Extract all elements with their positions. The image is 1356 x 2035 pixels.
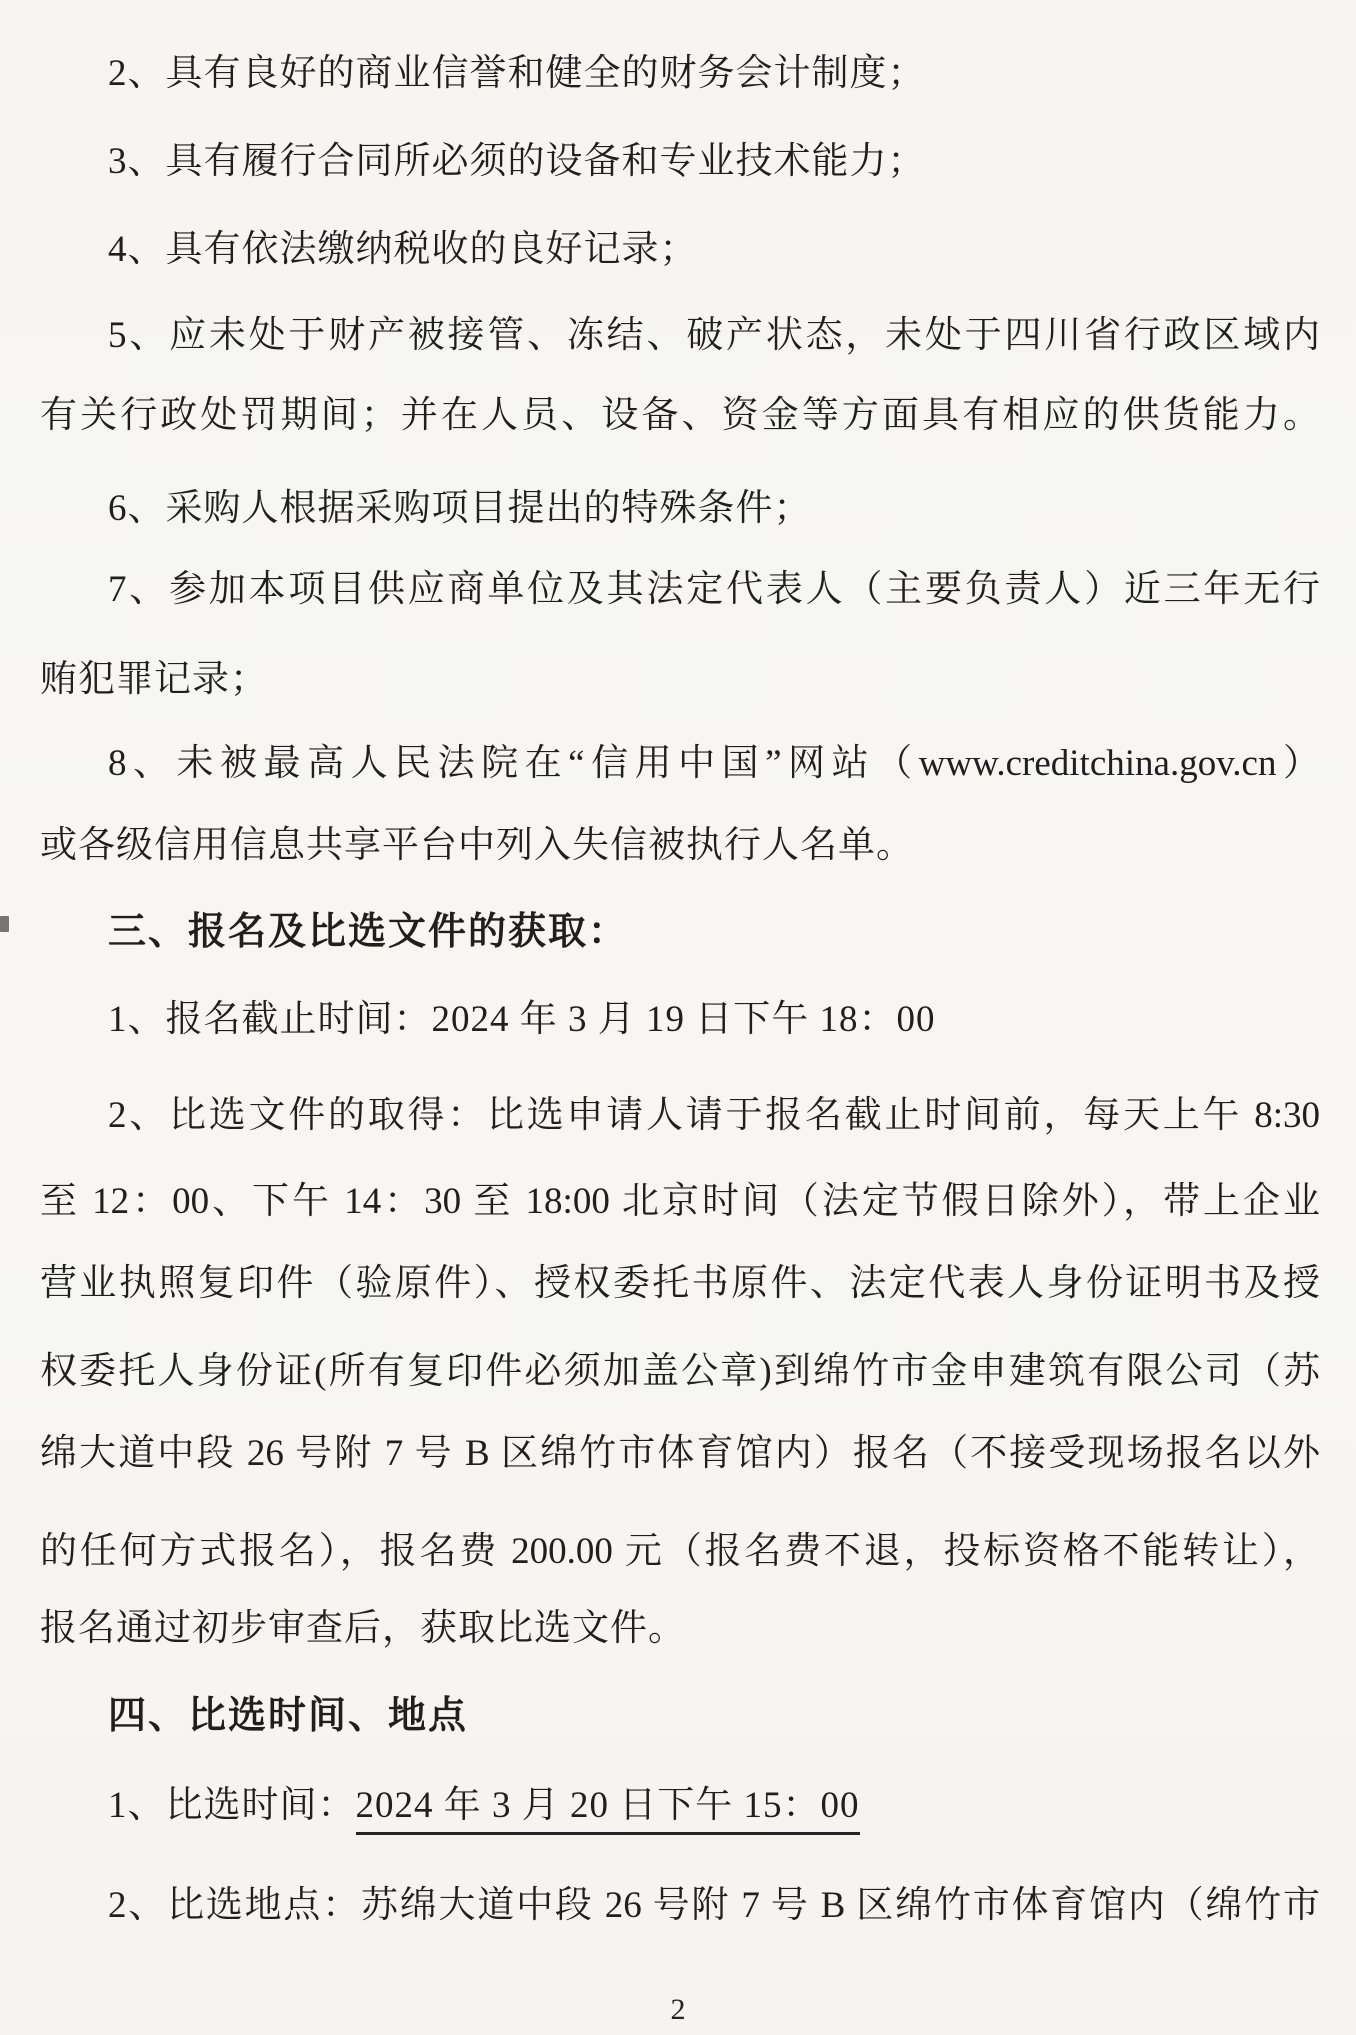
section-3-item-2-line-3: 营业执照复印件（验原件）、授权委托书原件、法定代表人身份证明书及授 [40,1263,1320,1304]
clause-8-line-2: 或各级信用信息共享平台中列入失信被执行人名单。 [40,825,914,866]
clause-6: 6、采购人根据采购项目提出的特殊条件； [108,488,812,529]
section-4-item-1 [40,1782,1320,1830]
clause-5-line-1: 5、应未处于财产被接管、冻结、破产状态，未处于四川省行政区域内 [108,315,1320,356]
page-number: 2 [670,1993,686,2026]
section-3-item-2-line-5: 绵大道中段 26 号附 7 号 B 区绵竹市体育馆内）报名（不接受现场报名以外 [40,1433,1320,1474]
section-3-item-2-line-6: 的任何方式报名），报名费 200.00 元（报名费不退，投标资格不能转让）， [40,1531,1320,1572]
section-3-item-2-line-7: 报名通过初步审查后，获取比选文件。 [40,1608,686,1649]
clause-2: 2、具有良好的商业信誉和健全的财务会计制度； [108,53,926,94]
clause-4: 4、具有依法缴纳税收的良好记录； [108,229,698,270]
comparison-time-underlined: 2024 年 3 月 20 日下午 15：00 [356,1785,860,1835]
section-4-item-2: 2、比选地点：苏绵大道中段 26 号附 7 号 B 区绵竹市体育馆内（绵竹市 [108,1885,1320,1926]
clause-3: 3、具有履行合同所必须的设备和专业技术能力； [108,141,926,182]
scan-artifact [0,916,9,932]
section-4-item-1-label: 1、比选时间： [108,1785,356,1826]
section-3-item-2-line-4: 权委托人身份证(所有复印件必须加盖公章)到绵竹市金申建筑有限公司（苏 [40,1351,1320,1392]
clause-7-line-1: 7、参加本项目供应商单位及其法定代表人（主要负责人）近三年无行 [108,569,1320,610]
section-3-heading: 三、报名及比选文件的获取： [108,911,629,953]
clause-7-line-2: 贿犯罪记录； [40,659,268,700]
section-3-item-1: 1、报名截止时间：2024 年 3 月 19 日下午 18：00 [108,999,936,1040]
clause-8-line-1: 8、未被最高人民法院在“信用中国”网站（www.creditchina.gov.cn） [108,743,1320,784]
section-3-item-2-line-2: 至 12：00、下午 14：30 至 18:00 北京时间（法定节假日除外），带上企业 [40,1181,1320,1222]
clause-5-line-2: 有关行政处罚期间；并在人员、设备、资金等方面具有相应的供货能力。 [40,395,1320,436]
section-4-heading: 四、比选时间、地点 [108,1695,469,1737]
section-3-item-2-line-1: 2、比选文件的取得：比选申请人请于报名截止时间前，每天上午 8:30 [108,1095,1320,1136]
